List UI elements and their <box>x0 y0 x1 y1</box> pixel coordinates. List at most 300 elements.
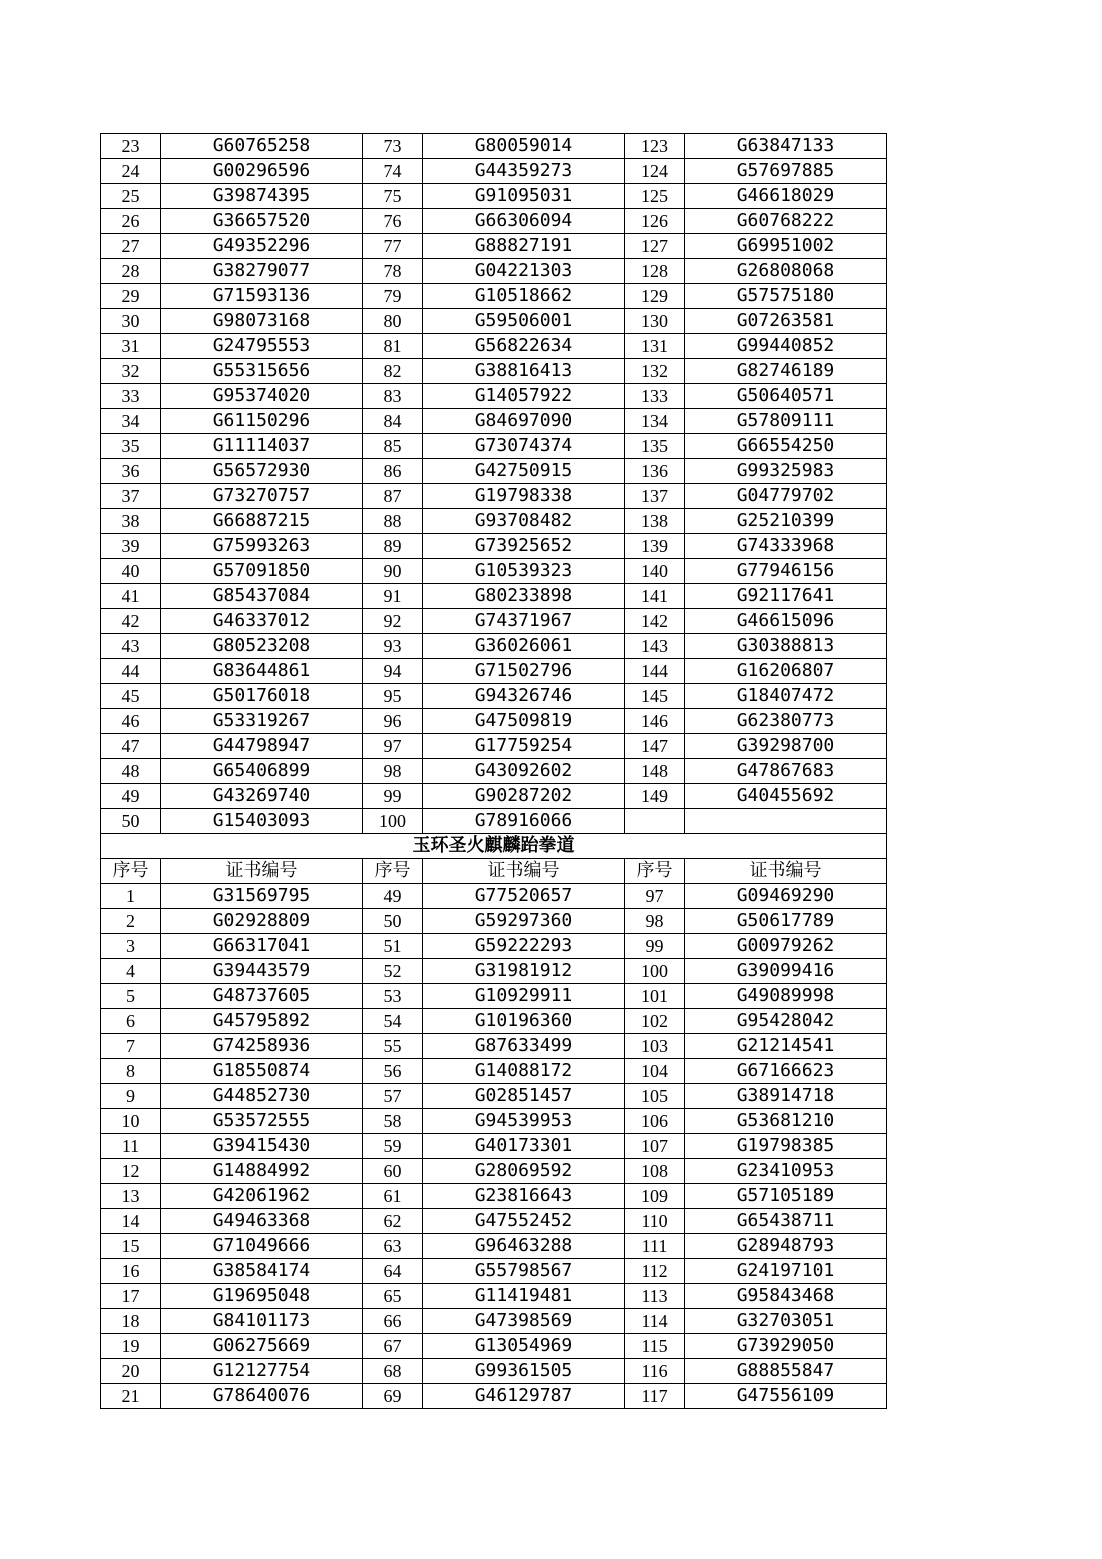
seq-cell: 131 <box>625 334 685 359</box>
seq-cell: 12 <box>101 1159 161 1184</box>
seq-cell: 43 <box>101 634 161 659</box>
cert-number-cell: G57809111 <box>685 409 887 434</box>
seq-cell: 82 <box>363 359 423 384</box>
certificate-table <box>100 133 887 1409</box>
header-seq: 序号 <box>363 859 423 884</box>
section-title-row <box>101 834 887 859</box>
seq-cell: 99 <box>625 934 685 959</box>
cert-number-cell: G65406899 <box>161 759 363 784</box>
seq-cell: 27 <box>101 234 161 259</box>
cert-number-cell: G53572555 <box>161 1109 363 1134</box>
cert-number-cell: G74333968 <box>685 534 887 559</box>
seq-cell: 6 <box>101 1009 161 1034</box>
header-seq: 序号 <box>625 859 685 884</box>
seq-cell: 4 <box>101 959 161 984</box>
seq-cell: 36 <box>101 459 161 484</box>
cert-number-cell: G66554250 <box>685 434 887 459</box>
cert-number-cell: G95428042 <box>685 1009 887 1034</box>
seq-cell: 87 <box>363 484 423 509</box>
cert-number-cell: G66306094 <box>423 209 625 234</box>
cert-number-cell: G49463368 <box>161 1209 363 1234</box>
header-cert-no: 证书编号 <box>423 859 625 884</box>
cert-number-cell: G44798947 <box>161 734 363 759</box>
table-row <box>101 1059 887 1084</box>
cert-number-cell: G50176018 <box>161 684 363 709</box>
seq-cell: 111 <box>625 1234 685 1259</box>
seq-cell: 86 <box>363 459 423 484</box>
seq-cell: 28 <box>101 259 161 284</box>
seq-cell: 60 <box>363 1159 423 1184</box>
table-row <box>101 1209 887 1234</box>
cert-number-cell: G80059014 <box>423 134 625 159</box>
cert-number-cell: G24197101 <box>685 1259 887 1284</box>
seq-cell: 67 <box>363 1334 423 1359</box>
cert-number-cell: G88827191 <box>423 234 625 259</box>
cert-number-cell: G23410953 <box>685 1159 887 1184</box>
cert-number-cell: G67166623 <box>685 1059 887 1084</box>
cert-number-cell: G07263581 <box>685 309 887 334</box>
cert-number-cell: G57105189 <box>685 1184 887 1209</box>
cert-number-cell: G26808068 <box>685 259 887 284</box>
cert-number-cell: G43269740 <box>161 784 363 809</box>
seq-cell: 112 <box>625 1259 685 1284</box>
cert-number-cell: G99325983 <box>685 459 887 484</box>
cert-number-cell: G84697090 <box>423 409 625 434</box>
cert-number-cell: G87633499 <box>423 1034 625 1059</box>
cert-number-cell: G47552452 <box>423 1209 625 1234</box>
cert-number-cell: G80523208 <box>161 634 363 659</box>
cert-number-cell: G49352296 <box>161 234 363 259</box>
seq-cell: 54 <box>363 1009 423 1034</box>
seq-cell: 106 <box>625 1109 685 1134</box>
cert-number-cell: G99361505 <box>423 1359 625 1384</box>
header-row <box>101 859 887 884</box>
cert-number-cell: G44359273 <box>423 159 625 184</box>
cert-number-cell: G88855847 <box>685 1359 887 1384</box>
seq-cell: 38 <box>101 509 161 534</box>
cert-number-cell: G39874395 <box>161 184 363 209</box>
cert-number-cell: G47509819 <box>423 709 625 734</box>
seq-cell: 75 <box>363 184 423 209</box>
seq-cell: 91 <box>363 584 423 609</box>
cert-number-cell: G10196360 <box>423 1009 625 1034</box>
cert-number-cell: G73925652 <box>423 534 625 559</box>
cert-number-cell: G10929911 <box>423 984 625 1009</box>
header-cert-no: 证书编号 <box>161 859 363 884</box>
seq-cell: 53 <box>363 984 423 1009</box>
seq-cell: 88 <box>363 509 423 534</box>
seq-cell: 23 <box>101 134 161 159</box>
table-row <box>101 709 887 734</box>
seq-cell: 46 <box>101 709 161 734</box>
seq-cell: 25 <box>101 184 161 209</box>
cert-number-cell: G23816643 <box>423 1184 625 1209</box>
seq-cell: 144 <box>625 659 685 684</box>
seq-cell: 139 <box>625 534 685 559</box>
cert-number-cell: G46337012 <box>161 609 363 634</box>
cert-number-cell: G38816413 <box>423 359 625 384</box>
seq-cell: 104 <box>625 1059 685 1084</box>
cert-number-cell: G14088172 <box>423 1059 625 1084</box>
seq-cell: 89 <box>363 534 423 559</box>
table-row <box>101 1259 887 1284</box>
cert-number-cell: G36026061 <box>423 634 625 659</box>
cert-number-cell: G74258936 <box>161 1034 363 1059</box>
seq-cell: 58 <box>363 1109 423 1134</box>
seq-cell: 44 <box>101 659 161 684</box>
cert-number-cell: G84101173 <box>161 1309 363 1334</box>
seq-cell: 101 <box>625 984 685 1009</box>
cert-number-cell: G21214541 <box>685 1034 887 1059</box>
cert-number-cell: G46618029 <box>685 184 887 209</box>
cert-number-cell: G00979262 <box>685 934 887 959</box>
cert-number-cell: G80233898 <box>423 584 625 609</box>
cert-number-cell: G28069592 <box>423 1159 625 1184</box>
table-row <box>101 409 887 434</box>
seq-cell: 45 <box>101 684 161 709</box>
cert-number-cell: G83644861 <box>161 659 363 684</box>
seq-cell: 35 <box>101 434 161 459</box>
cert-number-cell: G71502796 <box>423 659 625 684</box>
seq-cell: 20 <box>101 1359 161 1384</box>
cert-number-cell: G04779702 <box>685 484 887 509</box>
seq-cell: 83 <box>363 384 423 409</box>
seq-cell: 133 <box>625 384 685 409</box>
cert-number-cell: G66887215 <box>161 509 363 534</box>
seq-cell <box>625 809 685 834</box>
table-row <box>101 609 887 634</box>
cert-number-cell: G18550874 <box>161 1059 363 1084</box>
cert-number-cell: G85437084 <box>161 584 363 609</box>
cert-number-cell: G47398569 <box>423 1309 625 1334</box>
seq-cell: 108 <box>625 1159 685 1184</box>
seq-cell: 11 <box>101 1134 161 1159</box>
table-row <box>101 909 887 934</box>
cert-number-cell: G57575180 <box>685 284 887 309</box>
cert-number-cell: G36657520 <box>161 209 363 234</box>
seq-cell: 73 <box>363 134 423 159</box>
table-row <box>101 984 887 1009</box>
cert-number-cell: G49089998 <box>685 984 887 1009</box>
seq-cell: 33 <box>101 384 161 409</box>
cert-number-cell: G11114037 <box>161 434 363 459</box>
seq-cell: 69 <box>363 1384 423 1409</box>
seq-cell: 117 <box>625 1384 685 1409</box>
seq-cell: 135 <box>625 434 685 459</box>
cert-number-cell: G74371967 <box>423 609 625 634</box>
seq-cell: 57 <box>363 1084 423 1109</box>
cert-number-cell <box>685 809 887 834</box>
cert-number-cell: G25210399 <box>685 509 887 534</box>
seq-cell: 39 <box>101 534 161 559</box>
table-row <box>101 759 887 784</box>
cert-number-cell: G09469290 <box>685 884 887 909</box>
seq-cell: 138 <box>625 509 685 534</box>
cert-number-cell: G31981912 <box>423 959 625 984</box>
cert-number-cell: G55315656 <box>161 359 363 384</box>
seq-cell: 76 <box>363 209 423 234</box>
cert-number-cell: G46615096 <box>685 609 887 634</box>
seq-cell: 143 <box>625 634 685 659</box>
seq-cell: 18 <box>101 1309 161 1334</box>
cert-number-cell: G56572930 <box>161 459 363 484</box>
cert-number-cell: G50617789 <box>685 909 887 934</box>
cert-number-cell: G71049666 <box>161 1234 363 1259</box>
cert-number-cell: G95374020 <box>161 384 363 409</box>
seq-cell: 21 <box>101 1384 161 1409</box>
table-row <box>101 1359 887 1384</box>
seq-cell: 7 <box>101 1034 161 1059</box>
table-row <box>101 659 887 684</box>
table-row <box>101 1009 887 1034</box>
seq-cell: 41 <box>101 584 161 609</box>
seq-cell: 136 <box>625 459 685 484</box>
seq-cell: 17 <box>101 1284 161 1309</box>
table-row <box>101 534 887 559</box>
cert-number-cell: G53319267 <box>161 709 363 734</box>
cert-number-cell: G82746189 <box>685 359 887 384</box>
seq-cell: 125 <box>625 184 685 209</box>
seq-cell: 85 <box>363 434 423 459</box>
cert-number-cell: G45795892 <box>161 1009 363 1034</box>
seq-cell: 103 <box>625 1034 685 1059</box>
cert-number-cell: G28948793 <box>685 1234 887 1259</box>
seq-cell: 79 <box>363 284 423 309</box>
cert-number-cell: G78916066 <box>423 809 625 834</box>
cert-number-cell: G42750915 <box>423 459 625 484</box>
table-row <box>101 134 887 159</box>
seq-cell: 146 <box>625 709 685 734</box>
cert-number-cell: G39443579 <box>161 959 363 984</box>
seq-cell: 145 <box>625 684 685 709</box>
seq-cell: 142 <box>625 609 685 634</box>
table-row <box>101 184 887 209</box>
seq-cell: 80 <box>363 309 423 334</box>
seq-cell: 55 <box>363 1034 423 1059</box>
seq-cell: 130 <box>625 309 685 334</box>
seq-cell: 96 <box>363 709 423 734</box>
cert-number-cell: G40173301 <box>423 1134 625 1159</box>
header-seq: 序号 <box>101 859 161 884</box>
table-row <box>101 459 887 484</box>
cert-number-cell: G44852730 <box>161 1084 363 1109</box>
seq-cell: 95 <box>363 684 423 709</box>
cert-number-cell: G19798338 <box>423 484 625 509</box>
seq-cell: 114 <box>625 1309 685 1334</box>
cert-number-cell: G10539323 <box>423 559 625 584</box>
cert-number-cell: G60768222 <box>685 209 887 234</box>
table-row <box>101 484 887 509</box>
cert-number-cell: G59506001 <box>423 309 625 334</box>
seq-cell: 107 <box>625 1134 685 1159</box>
top-section <box>101 134 887 834</box>
table-row <box>101 334 887 359</box>
cert-number-cell: G60765258 <box>161 134 363 159</box>
cert-number-cell: G91095031 <box>423 184 625 209</box>
cert-number-cell: G14057922 <box>423 384 625 409</box>
cert-number-cell: G99440852 <box>685 334 887 359</box>
table-row <box>101 384 887 409</box>
cert-number-cell: G77520657 <box>423 884 625 909</box>
section-title-row-group <box>101 834 887 884</box>
cert-number-cell: G71593136 <box>161 284 363 309</box>
seq-cell: 5 <box>101 984 161 1009</box>
seq-cell: 26 <box>101 209 161 234</box>
table-row <box>101 1109 887 1134</box>
table-row <box>101 684 887 709</box>
seq-cell: 16 <box>101 1259 161 1284</box>
cert-number-cell: G15403093 <box>161 809 363 834</box>
seq-cell: 149 <box>625 784 685 809</box>
seq-cell: 134 <box>625 409 685 434</box>
cert-number-cell: G77946156 <box>685 559 887 584</box>
table-row <box>101 734 887 759</box>
seq-cell: 14 <box>101 1209 161 1234</box>
seq-cell: 48 <box>101 759 161 784</box>
seq-cell: 93 <box>363 634 423 659</box>
table-row <box>101 934 887 959</box>
cert-number-cell: G10518662 <box>423 284 625 309</box>
seq-cell: 51 <box>363 934 423 959</box>
seq-cell: 94 <box>363 659 423 684</box>
seq-cell: 1 <box>101 884 161 909</box>
seq-cell: 31 <box>101 334 161 359</box>
cert-number-cell: G00296596 <box>161 159 363 184</box>
cert-number-cell: G73074374 <box>423 434 625 459</box>
cert-number-cell: G12127754 <box>161 1359 363 1384</box>
seq-cell: 109 <box>625 1184 685 1209</box>
seq-cell: 129 <box>625 284 685 309</box>
table-row <box>101 1184 887 1209</box>
seq-cell: 61 <box>363 1184 423 1209</box>
cert-number-cell: G39298700 <box>685 734 887 759</box>
seq-cell: 110 <box>625 1209 685 1234</box>
cert-number-cell: G18407472 <box>685 684 887 709</box>
seq-cell: 32 <box>101 359 161 384</box>
seq-cell: 24 <box>101 159 161 184</box>
table-row <box>101 1284 887 1309</box>
cert-number-cell: G90287202 <box>423 784 625 809</box>
cert-number-cell: G48737605 <box>161 984 363 1009</box>
cert-number-cell: G46129787 <box>423 1384 625 1409</box>
seq-cell: 127 <box>625 234 685 259</box>
cert-number-cell: G69951002 <box>685 234 887 259</box>
table-row <box>101 1134 887 1159</box>
table-row <box>101 1234 887 1259</box>
cert-number-cell: G59297360 <box>423 909 625 934</box>
cert-number-cell: G43092602 <box>423 759 625 784</box>
table-row <box>101 434 887 459</box>
table-row <box>101 1384 887 1409</box>
cert-number-cell: G94539953 <box>423 1109 625 1134</box>
cert-number-cell: G73270757 <box>161 484 363 509</box>
cert-number-cell: G53681210 <box>685 1109 887 1134</box>
seq-cell: 42 <box>101 609 161 634</box>
table-row <box>101 1159 887 1184</box>
cert-number-cell: G50640571 <box>685 384 887 409</box>
seq-cell: 49 <box>101 784 161 809</box>
cert-number-cell: G38584174 <box>161 1259 363 1284</box>
seq-cell: 140 <box>625 559 685 584</box>
seq-cell: 50 <box>101 809 161 834</box>
cert-number-cell: G02851457 <box>423 1084 625 1109</box>
seq-cell: 128 <box>625 259 685 284</box>
cert-number-cell: G19798385 <box>685 1134 887 1159</box>
cert-number-cell: G38914718 <box>685 1084 887 1109</box>
cert-number-cell: G92117641 <box>685 584 887 609</box>
table-row <box>101 1309 887 1334</box>
seq-cell: 37 <box>101 484 161 509</box>
cert-number-cell: G39415430 <box>161 1134 363 1159</box>
seq-cell: 113 <box>625 1284 685 1309</box>
cert-number-cell: G98073168 <box>161 309 363 334</box>
seq-cell: 64 <box>363 1259 423 1284</box>
seq-cell: 19 <box>101 1334 161 1359</box>
seq-cell: 29 <box>101 284 161 309</box>
cert-number-cell: G16206807 <box>685 659 887 684</box>
seq-cell: 8 <box>101 1059 161 1084</box>
cert-number-cell: G95843468 <box>685 1284 887 1309</box>
table-row <box>101 234 887 259</box>
seq-cell: 34 <box>101 409 161 434</box>
cert-number-cell: G17759254 <box>423 734 625 759</box>
table-row <box>101 634 887 659</box>
cert-number-cell: G66317041 <box>161 934 363 959</box>
table-row <box>101 159 887 184</box>
cert-number-cell: G42061962 <box>161 1184 363 1209</box>
seq-cell: 40 <box>101 559 161 584</box>
cert-number-cell: G11419481 <box>423 1284 625 1309</box>
seq-cell: 98 <box>625 909 685 934</box>
seq-cell: 126 <box>625 209 685 234</box>
table-row <box>101 284 887 309</box>
seq-cell: 52 <box>363 959 423 984</box>
seq-cell: 10 <box>101 1109 161 1134</box>
cert-number-cell: G61150296 <box>161 409 363 434</box>
cert-number-cell: G04221303 <box>423 259 625 284</box>
table-row <box>101 1334 887 1359</box>
seq-cell: 100 <box>625 959 685 984</box>
table-row <box>101 259 887 284</box>
cert-number-cell: G13054969 <box>423 1334 625 1359</box>
seq-cell: 123 <box>625 134 685 159</box>
cert-number-cell: G94326746 <box>423 684 625 709</box>
cert-number-cell: G63847133 <box>685 134 887 159</box>
seq-cell: 62 <box>363 1209 423 1234</box>
seq-cell: 97 <box>363 734 423 759</box>
cert-number-cell: G73929050 <box>685 1334 887 1359</box>
table-row <box>101 959 887 984</box>
header-cert-no: 证书编号 <box>685 859 887 884</box>
table-row <box>101 1084 887 1109</box>
cert-number-cell: G30388813 <box>685 634 887 659</box>
cert-number-cell: G32703051 <box>685 1309 887 1334</box>
seq-cell: 15 <box>101 1234 161 1259</box>
seq-cell: 74 <box>363 159 423 184</box>
seq-cell: 77 <box>363 234 423 259</box>
section-title: 玉环圣火麒麟跆拳道 <box>101 834 887 859</box>
seq-cell: 78 <box>363 259 423 284</box>
cert-number-cell: G19695048 <box>161 1284 363 1309</box>
seq-cell: 63 <box>363 1234 423 1259</box>
cert-number-cell: G40455692 <box>685 784 887 809</box>
seq-cell: 49 <box>363 884 423 909</box>
seq-cell: 92 <box>363 609 423 634</box>
seq-cell: 56 <box>363 1059 423 1084</box>
seq-cell: 50 <box>363 909 423 934</box>
seq-cell: 116 <box>625 1359 685 1384</box>
seq-cell: 100 <box>363 809 423 834</box>
